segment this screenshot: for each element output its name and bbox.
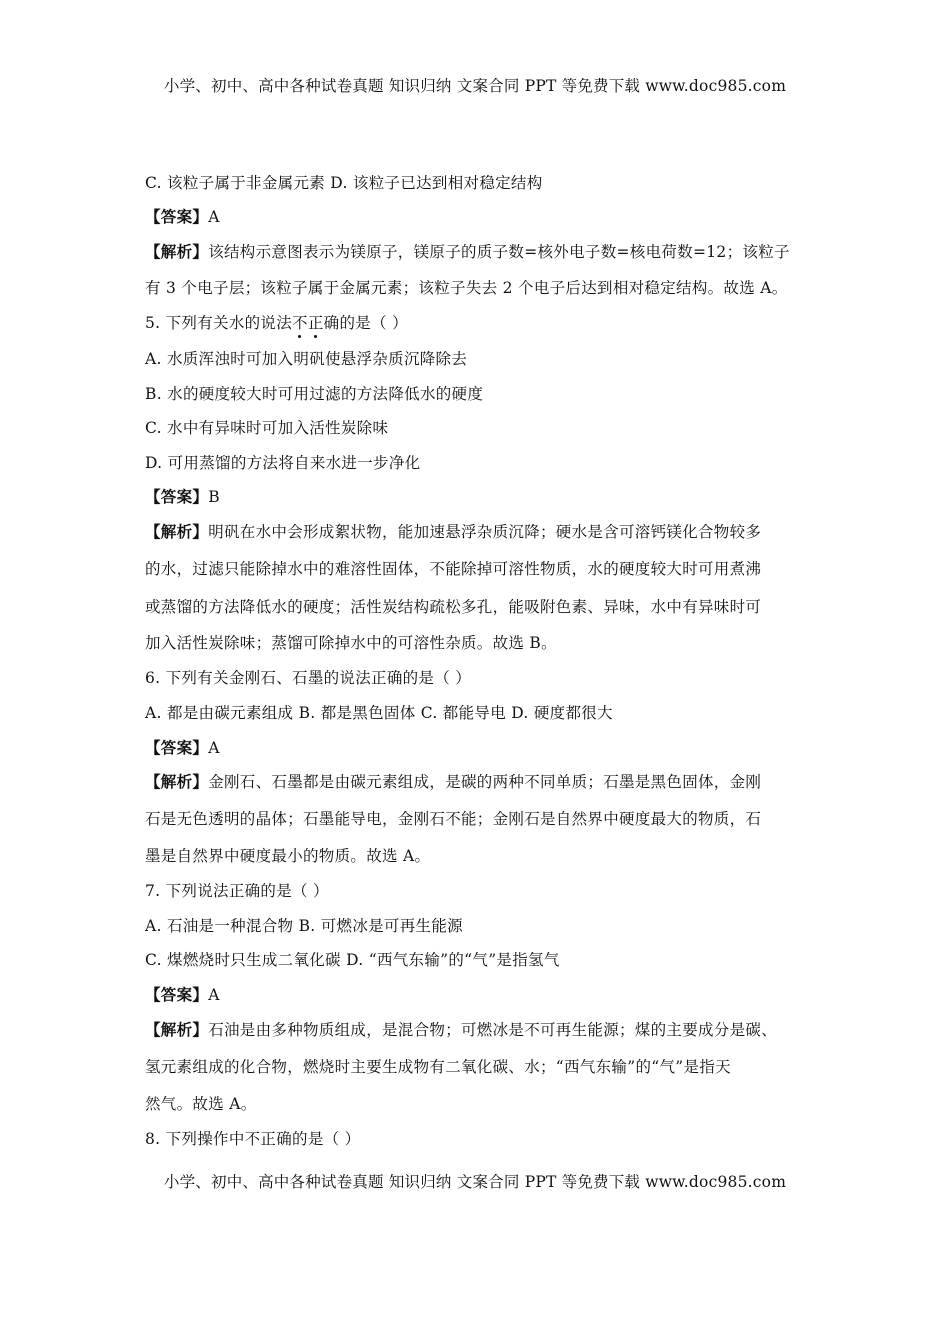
q7-analysis-line-3: 然气。故选 A。: [145, 1095, 257, 1113]
q4-options-cd: C. 该粒子属于非金属元素 D. 该粒子已达到相对稳定结构: [145, 174, 543, 192]
q7-analysis-line-1: 【解析】石油是由多种物质组成，是混合物；可燃冰是不可再生能源；煤的主要成分是碳、: [145, 1020, 778, 1039]
q6-answer: 【答案】A: [145, 738, 220, 757]
page-header: 小学、初中、高中各种试卷真题 知识归纳 文案合同 PPT 等免费下载 www.doc985.com: [163, 77, 787, 95]
q5-option-d: D. 可用蒸馏的方法将自来水进一步净化: [145, 454, 421, 472]
q5-option-c: C. 水中有异味时可加入活性炭除味: [145, 419, 389, 437]
q7-options-cd: C. 煤燃烧时只生成二氧化碳 D. “西气东输”的“气”是指氢气: [145, 951, 560, 969]
q5-analysis-line-3: 或蒸馏的方法降低水的硬度；活性炭结构疏松多孔，能吸附色素、异味，水中有异味时可: [145, 598, 762, 616]
q5-analysis-line-2: 的水，过滤只能除掉水中的难溶性固体，不能除掉可溶性物质，水的硬度较大时可用煮沸: [145, 560, 762, 578]
q4-analysis-line-2: 有 3 个电子层；该粒子属于金属元素；该粒子失去 2 个电子后达到相对稳定结构。故选 A。: [145, 279, 788, 297]
q7-options-ab: A. 石油是一种混合物 B. 可燃冰是可再生能源: [145, 917, 463, 935]
page-footer: 小学、初中、高中各种试卷真题 知识归纳 文案合同 PPT 等免费下载 www.doc985.com: [163, 1173, 787, 1191]
q6-analysis-line-1: 【解析】金刚石、石墨都是由碳元素组成，是碳的两种不同单质；石墨是黑色固体，金刚: [145, 772, 762, 791]
emphasis-char: 不: [292, 314, 308, 332]
q5-answer: 【答案】B: [145, 487, 220, 506]
q5-option-a: A. 水质浑浊时可加入明矾使悬浮杂质沉降除去: [145, 350, 468, 368]
q6-analysis-line-2: 石是无色透明的晶体；石墨能导电，金刚石不能；金刚石是自然界中硬度最大的物质，石: [145, 810, 762, 828]
q4-analysis-line-1: 【解析】该结构示意图表示为镁原子，镁原子的质子数=核外电子数=核电荷数=12；该粒子: [145, 242, 790, 261]
q6-options: A. 都是由碳元素组成 B. 都是黑色固体 C. 都能导电 D. 硬度都很大: [145, 704, 613, 722]
q5-option-b: B. 水的硬度较大时可用过滤的方法降低水的硬度: [145, 385, 484, 403]
q7-question: 7. 下列说法正确的是（ ）: [145, 882, 329, 900]
q5-question: 5. 下列有关水的说法不正确的是（ ）: [145, 314, 408, 332]
q6-analysis-line-3: 墨是自然界中硬度最小的物质。故选 A。: [145, 847, 431, 865]
q8-question: 8. 下列操作中不正确的是（ ）: [145, 1130, 361, 1148]
q4-answer: 【答案】A: [145, 207, 220, 226]
q5-analysis-line-4: 加入活性炭除味；蒸馏可除掉水中的可溶性杂质。故选 B。: [145, 634, 557, 652]
q6-question: 6. 下列有关金刚石、石墨的说法正确的是（ ）: [145, 669, 472, 687]
q5-analysis-line-1: 【解析】明矾在水中会形成絮状物，能加速悬浮杂质沉降；硬水是含可溶钙镁化合物较多: [145, 522, 762, 541]
q7-answer: 【答案】A: [145, 985, 220, 1004]
q7-analysis-line-2: 氢元素组成的化合物，燃烧时主要生成物有二氧化碳、水；“西气东输”的“气”是指天: [145, 1058, 731, 1076]
emphasis-char: 正: [307, 314, 324, 332]
